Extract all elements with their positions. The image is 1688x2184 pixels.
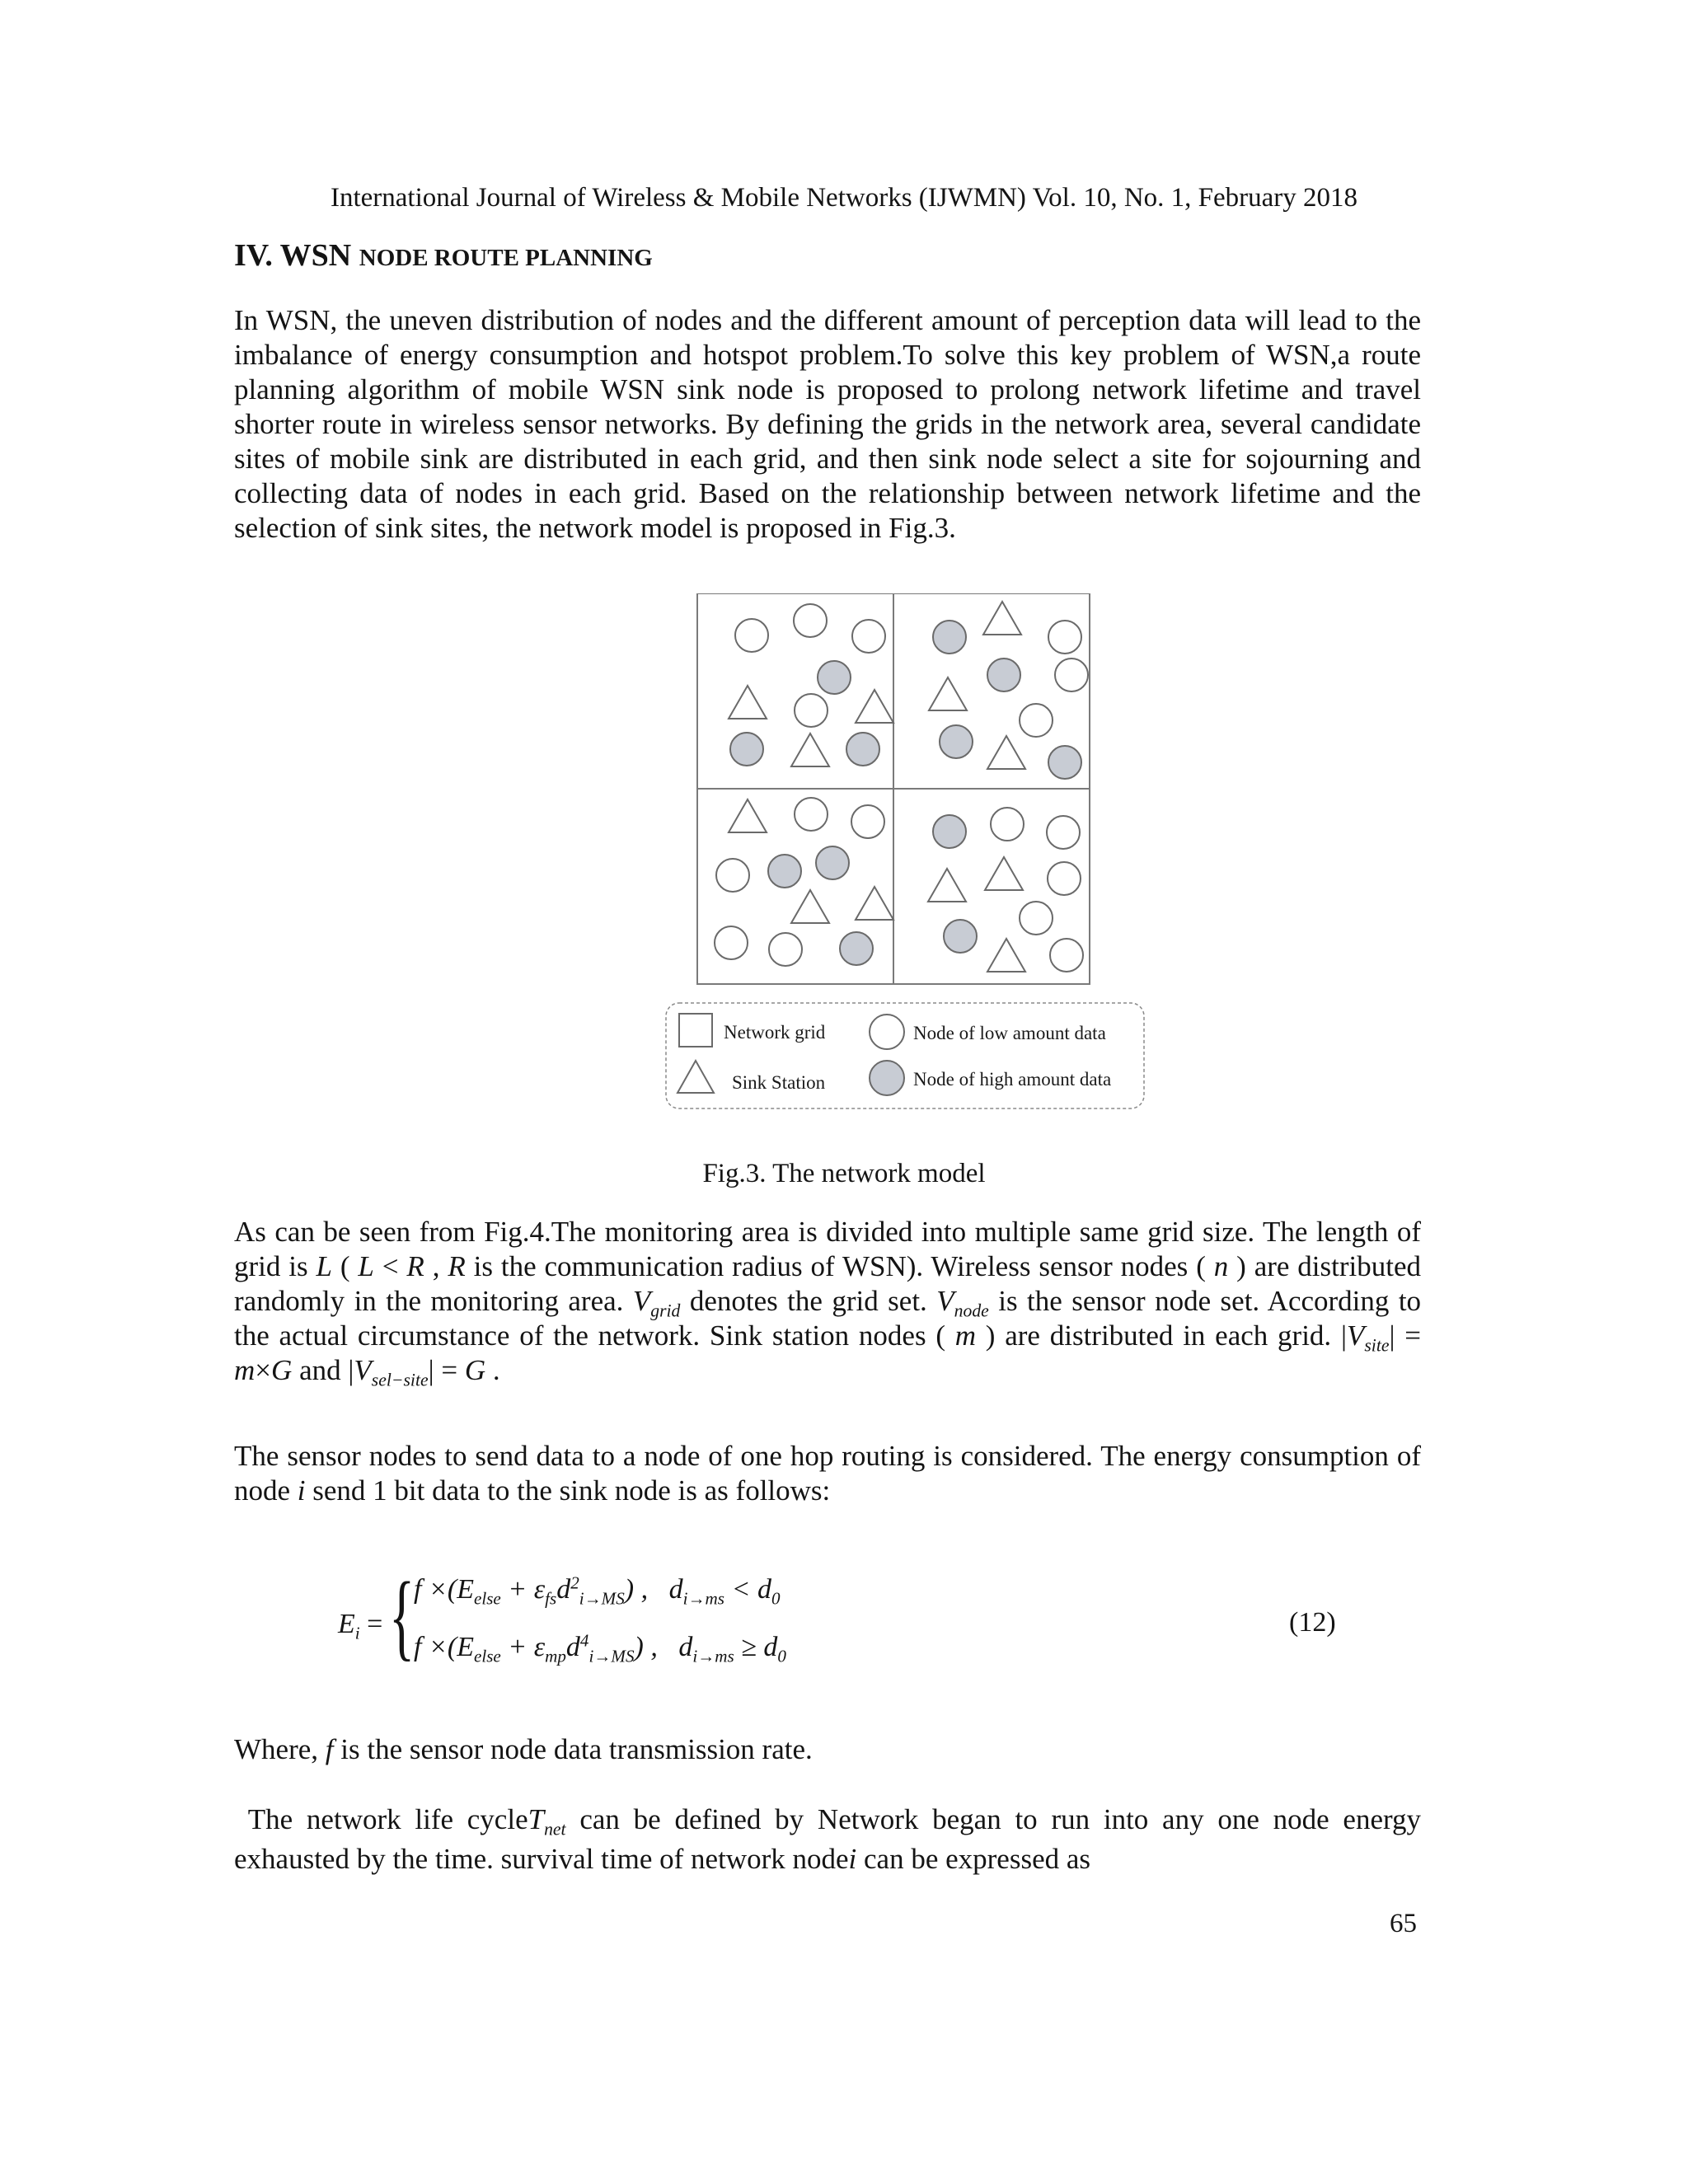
high-data-node-icon (944, 920, 977, 953)
where-paragraph: Where, f is the sensor node data transmission rate. (234, 1733, 813, 1765)
legend-low-label: Node of low amount data (913, 1023, 1106, 1043)
high-data-node-icon (846, 733, 879, 766)
high-data-node-icon (1048, 746, 1081, 779)
low-data-node-icon (1048, 862, 1081, 895)
sink-station-icon (791, 733, 829, 766)
high-data-node-icon (940, 725, 973, 758)
low-data-node-icon (1020, 902, 1053, 935)
sink-station-icon (856, 690, 893, 723)
high-data-node-icon (987, 658, 1020, 691)
running-header: International Journal of Wireless & Mobile Networks (IJWMN) Vol. 10, No. 1, February 2018 (330, 183, 1358, 213)
sink-station-icon (856, 887, 893, 920)
low-data-node-icon (1047, 816, 1080, 849)
equation-12: $E_i$ = { $f \times(E_{else} + \varepsilon_{fs}d^2_{i\to MS})$ , $d_{i\to ms} < d_0$ $f \times(E_{else} + \varepsilon_{mp}d^4_{i\to MS})$ , $d_{i\to ms} \ge d_0$ (12) (338, 1562, 1336, 1670)
section-title-main: WSN (279, 238, 352, 273)
high-data-node-icon (768, 855, 801, 888)
legend-sink-icon (678, 1061, 714, 1093)
low-data-node-icon (1048, 621, 1081, 654)
low-data-node-icon (735, 619, 768, 652)
low-data-node-icon (991, 808, 1024, 841)
low-data-node-icon (769, 933, 802, 966)
sink-station-icon (928, 869, 966, 902)
sink-station-icon (985, 857, 1023, 890)
grid-nodes (715, 602, 1088, 972)
low-data-node-icon (716, 859, 749, 892)
legend-high-icon (870, 1061, 904, 1095)
low-data-node-icon (852, 620, 885, 653)
low-data-node-icon (1020, 704, 1053, 737)
low-data-node-icon (851, 805, 884, 838)
sink-station-icon (729, 686, 767, 719)
high-data-node-icon (818, 661, 851, 694)
legend (666, 1003, 1144, 1108)
high-data-node-icon (933, 621, 966, 654)
high-data-node-icon (816, 846, 849, 879)
high-data-node-icon (840, 932, 873, 965)
low-data-node-icon (795, 694, 828, 727)
high-data-node-icon (730, 733, 763, 766)
section-heading (234, 237, 653, 274)
lifecycle-paragraph: The network life cycleT$_{net}$ can be defined by Network began to run into any one node energy exhausted by the time. survival time of network nodei can be expressed as (234, 1803, 1422, 1875)
sink-station-icon (791, 890, 829, 923)
legend-grid-label: Network grid (724, 1022, 826, 1043)
equation-number: (12) (1289, 1607, 1336, 1638)
low-data-node-icon (795, 798, 828, 831)
legend-low-icon (870, 1015, 904, 1049)
sink-station-icon (729, 799, 767, 832)
legend-sink-label: Sink Station (732, 1072, 826, 1093)
sink-station-icon (987, 736, 1025, 769)
page-number: 65 (1390, 1909, 1417, 1938)
model-paragraph: As can be seen from Fig.4.The monitoring area is divided into multiple same grid size. The length of grid is L ( L < R , R is the communication radius of WSN). Wireless sensor nodes ( n ) are distributed randomly in the monitoring area. $V_{grid}$ denotes the grid set. $V_{node}$ is the sensor node set. According to the actual circumstance of the network. Sink station nodes ( m ) are distributed in each grid. $|V_{site}| = m\times G$ and $|V_{sel-site}| = G$ . (234, 1216, 1422, 1390)
low-data-node-icon (1055, 658, 1088, 691)
sink-station-icon (929, 677, 967, 710)
sink-station-icon (983, 602, 1021, 635)
low-data-node-icon (715, 926, 748, 959)
figure-caption: Fig.3. The network model (702, 1159, 986, 1188)
intro-paragraph: In WSN, the uneven distribution of nodes and the different amount of perception data will lead to the imbalance of energy consumption and hotspot problem.To solve this key problem of WSN,a route planning algorithm of mobile WSN sink node is proposed to prolong network lifetime and travel shorter route in wireless sensor networks. By defining the grids in the network area, several candidate sites of mobile sink are distributed in each grid, and then sink node select a site for sojourning and collecting data of nodes in each grid. Based on the relationship between network lifetime and the selection of sink sites, the network model is proposed in Fig.3. (234, 304, 1421, 544)
network-model-figure (659, 593, 1154, 1129)
high-data-node-icon (933, 815, 966, 848)
section-number: IV. (234, 238, 273, 273)
legend-grid-icon (679, 1014, 712, 1047)
energy-paragraph: The sensor nodes to send data to a node of one hop routing is considered. The energy consumption of node i send 1 bit data to the sink node is as follows: (234, 1440, 1421, 1507)
section-title-rest: NODE ROUTE PLANNING (359, 245, 653, 271)
sink-station-icon (987, 939, 1025, 972)
low-data-node-icon (794, 604, 827, 637)
legend-high-label: Node of high amount data (913, 1069, 1112, 1090)
low-data-node-icon (1050, 939, 1083, 972)
